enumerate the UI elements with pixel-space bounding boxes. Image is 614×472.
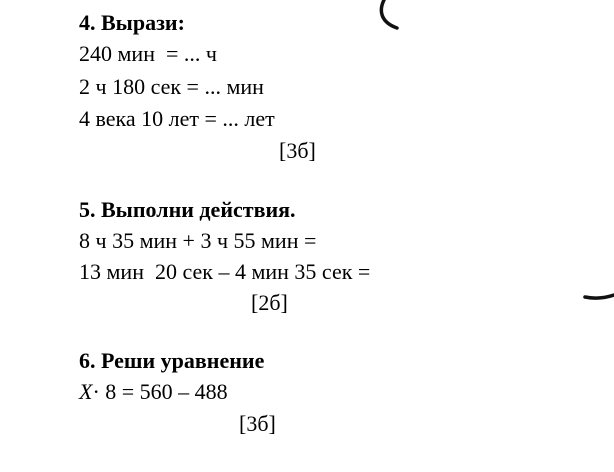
pen-stroke-top xyxy=(381,0,397,28)
task4-points: [3б] xyxy=(279,138,316,163)
task4-line-3: 4 века 10 лет = ... лет xyxy=(79,106,275,131)
equation-rest: · 8 = 560 – 488 xyxy=(92,379,228,404)
task4-line-2: 2 ч 180 сек = ... мин xyxy=(79,74,264,99)
task5-points: [2б] xyxy=(251,290,288,315)
equation-variable: X xyxy=(79,379,93,404)
task6-points: [3б] xyxy=(239,411,276,436)
task4-heading: 4. Вырази: xyxy=(79,10,185,35)
task5-heading: 5. Выполни действия. xyxy=(79,197,296,222)
task5-line-2: 13 мин 20 сек – 4 мин 35 сек = xyxy=(79,259,371,284)
task5-line-1: 8 ч 35 мин + 3 ч 55 мин = xyxy=(79,228,317,253)
task6-equation xyxy=(79,379,228,405)
task4-line-1: 240 мин = ... ч xyxy=(79,41,217,66)
task6-heading: 6. Реши уравнение xyxy=(79,348,265,373)
pen-stroke-right xyxy=(585,295,614,298)
